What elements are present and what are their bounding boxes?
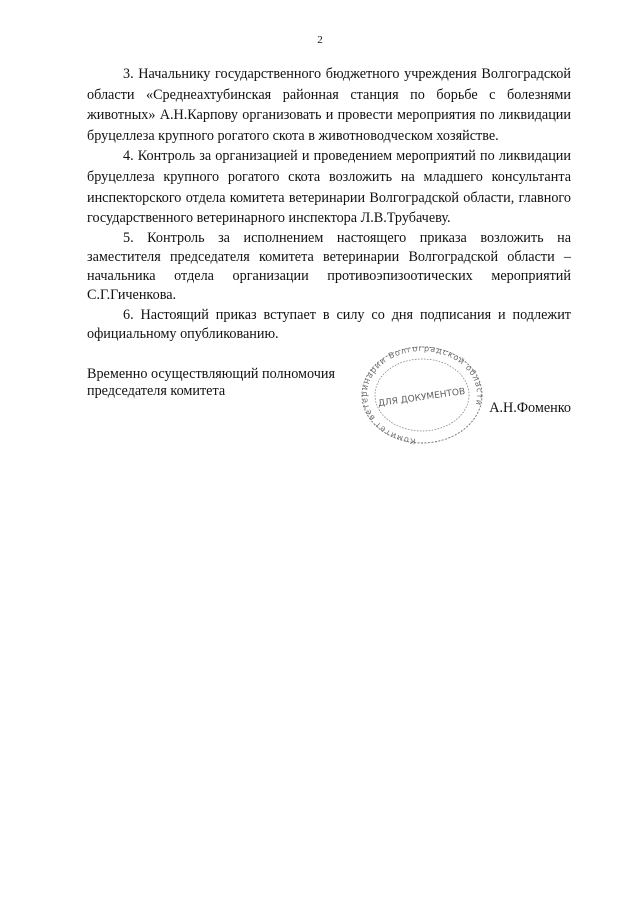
signer-name: А.Н.Фоменко: [489, 400, 571, 416]
paragraph-5: 5. Контроль за исполнением настоящего приказа возложить на заместителя председателя комитета ветеринарии Волгоградской области – начальника отдела организации противоэпизоотических мероприятий С.Г.Гиченкова.: [87, 229, 571, 304]
document-body: [87, 64, 571, 344]
signature-block: [87, 344, 571, 466]
signer-title: Временно осуществляющий полномочия председателя комитета: [87, 366, 336, 399]
svg-text:ДЛЯ ДОКУМЕНТОВ: ДЛЯ ДОКУМЕНТОВ: [377, 386, 466, 410]
svg-text:Комитет ветеринарии Волгоградс: Комитет ветеринарии Волгоградской области: [359, 344, 485, 446]
seal-stamp: [359, 344, 485, 448]
paragraph-3: 3. Начальнику государственного бюджетного учреждения Волгоградской области «Среднеахтубинская районная станция по борьбе с болезнями животных» А.Н.Карпову организовать и провести мероприятия по ликвидации бруцеллеза крупного рогатого скота в животноводческом хозяйстве.: [87, 66, 571, 144]
paragraph-6: 6. Настоящий приказ вступает в силу со дня подписания и подлежит официальному опубликованию.: [87, 306, 571, 342]
paragraph-4: 4. Контроль за организацией и проведением мероприятий по ликвидации бруцеллеза крупного рогатого скота возложить на младшего консультанта инспекторского отдела комитета ветеринарии Волгоградской области, главного государственного ветеринарного инспектора Л.В.Трубачеву.: [87, 148, 571, 227]
page-number: 2: [317, 34, 323, 46]
